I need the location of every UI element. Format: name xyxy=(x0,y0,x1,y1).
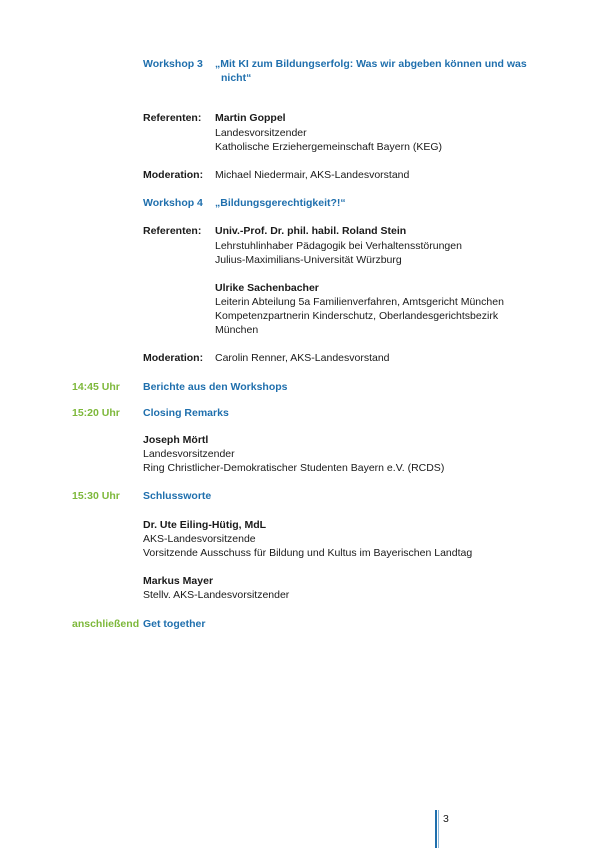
workshop3-label: Workshop 3 xyxy=(143,58,203,70)
workshop4-speaker2-name: Ulrike Sachenbacher xyxy=(215,282,319,294)
workshop4-title: „Bildungsgerechtigkeit?!“ xyxy=(215,197,346,209)
workshop4-speaker2-line3: München xyxy=(215,324,259,336)
workshop3-speaker-line2: Katholische Erziehergemeinschaft Bayern (KEG) xyxy=(215,141,443,153)
footer-bar xyxy=(435,810,437,848)
agenda-time-1520: 15:20 Uhr xyxy=(72,407,120,419)
schluss-speaker1-name: Dr. Ute Eiling-Hütig, MdL xyxy=(143,519,267,531)
workshop4-moderation: Carolin Renner, AKS-Landesvorstand xyxy=(215,352,390,364)
workshop4-speaker2-line2: Kompetenzpartnerin Kinderschutz, Oberlandesgerichtsbezirk xyxy=(215,310,499,322)
workshop3-moderation: Michael Niedermair, AKS-Landesvorstand xyxy=(215,169,410,181)
workshop4-speaker2-line1: Leiterin Abteilung 5a Familienverfahren, Amtsgericht München xyxy=(215,296,504,308)
workshop3-title-line1: „Mit KI zum Bildungserfolg: Was wir abgeben können und was xyxy=(215,58,527,70)
closing-speaker-name: Joseph Mörtl xyxy=(143,434,209,446)
workshop3-moderation-label: Moderation: xyxy=(143,169,204,181)
workshop3-referenten-label: Referenten: xyxy=(143,112,202,124)
page-number: 3 xyxy=(443,813,449,825)
agenda-time-1445: 14:45 Uhr xyxy=(72,381,120,393)
closing-speaker-line1: Landesvorsitzender xyxy=(143,448,235,460)
workshop4-referenten-label: Referenten: xyxy=(143,225,202,237)
schluss-speaker1-line2: Vorsitzende Ausschuss für Bildung und Kultus im Bayerischen Landtag xyxy=(143,547,473,559)
workshop3-speaker-line1: Landesvorsitzender xyxy=(215,127,307,139)
workshop4-speaker1-line2: Julius-Maximilians-Universität Würzburg xyxy=(215,254,402,266)
agenda-time-1530: 15:30 Uhr xyxy=(72,490,120,502)
schluss-speaker2-name: Markus Mayer xyxy=(143,575,214,587)
agenda-time-anschliessend: anschließend xyxy=(72,618,140,630)
schluss-speaker2-line1: Stellv. AKS-Landesvorsitzender xyxy=(143,589,290,601)
closing-speaker-line2: Ring Christlicher-Demokratischer Studenten Bayern e.V. (RCDS) xyxy=(143,462,445,474)
agenda-title-get-together: Get together xyxy=(143,618,206,630)
workshop4-speaker1-line1: Lehrstuhlinhaber Pädagogik bei Verhaltensstörungen xyxy=(215,240,462,252)
workshop4-moderation-label: Moderation: xyxy=(143,352,204,364)
workshop3-title-line2: nicht“ xyxy=(221,72,252,84)
schluss-speaker1-line1: AKS-Landesvorsitzende xyxy=(143,533,256,545)
agenda-title-berichte: Berichte aus den Workshops xyxy=(143,381,288,393)
agenda-title-closing: Closing Remarks xyxy=(143,407,229,419)
workshop3-speaker-name: Martin Goppel xyxy=(215,112,286,124)
agenda-title-schlussworte: Schlussworte xyxy=(143,490,212,502)
workshop4-speaker1-name: Univ.-Prof. Dr. phil. habil. Roland Stein xyxy=(215,225,407,237)
workshop4-label: Workshop 4 xyxy=(143,197,203,209)
footer-bar-light xyxy=(438,810,439,848)
